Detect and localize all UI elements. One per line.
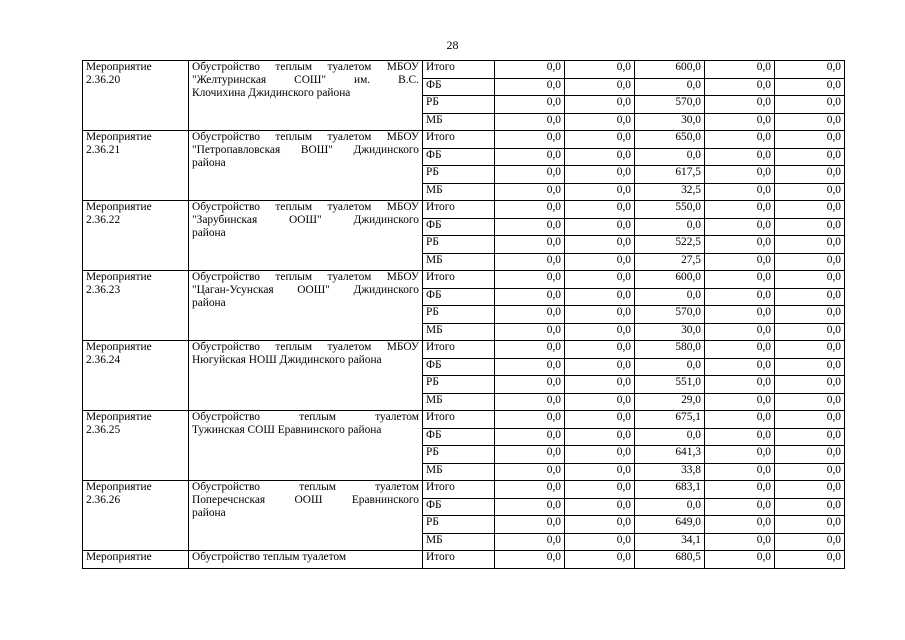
- amount-cell: 0,0: [705, 61, 775, 79]
- amount-cell: 0,0: [775, 271, 845, 289]
- amount-cell: 32,5: [635, 183, 705, 201]
- activity-description: [189, 61, 423, 131]
- amount-cell: 0,0: [495, 551, 565, 569]
- activity-cell: [83, 341, 189, 411]
- amount-cell: 29,0: [635, 393, 705, 411]
- description-line: района: [192, 227, 226, 239]
- amount-cell: 0,0: [705, 498, 775, 516]
- activity-label: Мероприятие: [86, 341, 152, 353]
- funding-source: ФБ: [423, 148, 495, 166]
- amount-cell: 0,0: [495, 516, 565, 534]
- activity-label: Мероприятие: [86, 551, 152, 563]
- funding-source: РБ: [423, 376, 495, 394]
- activity-description: [189, 271, 423, 341]
- amount-cell: 0,0: [565, 481, 635, 499]
- activity-cell: [83, 551, 189, 569]
- amount-cell: 0,0: [775, 78, 845, 96]
- activity-code: 2.36.22: [86, 214, 121, 226]
- amount-cell: 0,0: [565, 463, 635, 481]
- amount-cell: 0,0: [565, 306, 635, 324]
- funding-source: МБ: [423, 463, 495, 481]
- amount-cell: 641,3: [635, 446, 705, 464]
- description-line: Поперечснская ООШ Еравнинского: [192, 494, 419, 506]
- amount-cell: 0,0: [775, 393, 845, 411]
- amount-cell: 0,0: [495, 498, 565, 516]
- funding-source: Итого: [423, 551, 495, 569]
- table-row: [83, 481, 845, 499]
- amount-cell: 650,0: [635, 131, 705, 149]
- description-line: Обустройство теплым туалетом МБОУ: [192, 271, 419, 283]
- description-line: "Петропавловская ВОШ" Джидинского: [192, 144, 419, 156]
- description-line: района: [192, 297, 226, 309]
- amount-cell: 0,0: [565, 376, 635, 394]
- amount-cell: 0,0: [705, 446, 775, 464]
- amount-cell: 0,0: [775, 236, 845, 254]
- table-row: [83, 131, 845, 149]
- activity-cell: [83, 201, 189, 271]
- activity-label: Мероприятие: [86, 481, 152, 493]
- amount-cell: 0,0: [495, 201, 565, 219]
- table-row: [83, 341, 845, 359]
- amount-cell: 600,0: [635, 61, 705, 79]
- amount-cell: 0,0: [705, 113, 775, 131]
- amount-cell: 0,0: [495, 236, 565, 254]
- description-line: Обустройство теплым туалетом МБОУ: [192, 61, 419, 73]
- amount-cell: 0,0: [705, 201, 775, 219]
- amount-cell: 0,0: [495, 376, 565, 394]
- activity-code: 2.36.25: [86, 424, 121, 436]
- activity-label: Мероприятие: [86, 411, 152, 423]
- funding-source: МБ: [423, 323, 495, 341]
- amount-cell: 0,0: [565, 271, 635, 289]
- amount-cell: 0,0: [565, 533, 635, 551]
- funding-source: ФБ: [423, 498, 495, 516]
- activity-cell: [83, 61, 189, 131]
- amount-cell: 570,0: [635, 306, 705, 324]
- amount-cell: 0,0: [705, 253, 775, 271]
- amount-cell: 0,0: [565, 253, 635, 271]
- description-line: района: [192, 157, 226, 169]
- amount-cell: 0,0: [495, 271, 565, 289]
- amount-cell: 0,0: [775, 148, 845, 166]
- amount-cell: 0,0: [775, 463, 845, 481]
- amount-cell: 580,0: [635, 341, 705, 359]
- amount-cell: 0,0: [775, 306, 845, 324]
- activity-cell: [83, 271, 189, 341]
- amount-cell: 0,0: [635, 498, 705, 516]
- amount-cell: 0,0: [495, 113, 565, 131]
- amount-cell: 0,0: [775, 341, 845, 359]
- amount-cell: 0,0: [775, 131, 845, 149]
- amount-cell: 34,1: [635, 533, 705, 551]
- table-row: [83, 411, 845, 429]
- amount-cell: 683,1: [635, 481, 705, 499]
- activity-description: [189, 411, 423, 481]
- amount-cell: 0,0: [705, 376, 775, 394]
- amount-cell: 0,0: [775, 323, 845, 341]
- table-row: [83, 201, 845, 219]
- description-line: Клочихина Джидинского района: [192, 87, 351, 99]
- amount-cell: 0,0: [705, 516, 775, 534]
- amount-cell: 0,0: [495, 78, 565, 96]
- activity-label: Мероприятие: [86, 61, 152, 73]
- amount-cell: 27,5: [635, 253, 705, 271]
- amount-cell: 0,0: [495, 463, 565, 481]
- amount-cell: 0,0: [565, 236, 635, 254]
- amount-cell: 0,0: [775, 428, 845, 446]
- amount-cell: 0,0: [565, 148, 635, 166]
- amount-cell: 680,5: [635, 551, 705, 569]
- amount-cell: 0,0: [775, 166, 845, 184]
- description-line: Обустройство теплым туалетом МБОУ: [192, 201, 419, 213]
- amount-cell: 0,0: [565, 166, 635, 184]
- description-line: Обустройство теплым туалетом: [192, 411, 419, 423]
- funding-source: МБ: [423, 113, 495, 131]
- amount-cell: 0,0: [565, 218, 635, 236]
- amount-cell: 0,0: [495, 96, 565, 114]
- amount-cell: 0,0: [635, 358, 705, 376]
- funding-source: ФБ: [423, 218, 495, 236]
- amount-cell: 0,0: [705, 358, 775, 376]
- amount-cell: 0,0: [705, 481, 775, 499]
- funding-source: Итого: [423, 61, 495, 79]
- funding-source: МБ: [423, 533, 495, 551]
- table-row: [83, 271, 845, 289]
- amount-cell: 0,0: [705, 183, 775, 201]
- amount-cell: 0,0: [705, 271, 775, 289]
- amount-cell: 675,1: [635, 411, 705, 429]
- funding-source: Итого: [423, 131, 495, 149]
- amount-cell: 30,0: [635, 113, 705, 131]
- amount-cell: 0,0: [495, 253, 565, 271]
- funding-source: ФБ: [423, 288, 495, 306]
- description-line: Обустройство теплым туалетом МБОУ: [192, 341, 419, 353]
- activity-code: 2.36.24: [86, 354, 121, 366]
- amount-cell: 0,0: [565, 78, 635, 96]
- amount-cell: 0,0: [705, 218, 775, 236]
- funding-source: РБ: [423, 96, 495, 114]
- amount-cell: 0,0: [565, 411, 635, 429]
- amount-cell: 617,5: [635, 166, 705, 184]
- amount-cell: 0,0: [565, 96, 635, 114]
- amount-cell: 0,0: [705, 323, 775, 341]
- amount-cell: 0,0: [495, 131, 565, 149]
- amount-cell: 0,0: [705, 78, 775, 96]
- amount-cell: 0,0: [565, 131, 635, 149]
- amount-cell: 0,0: [775, 218, 845, 236]
- amount-cell: 0,0: [565, 201, 635, 219]
- amount-cell: 0,0: [565, 446, 635, 464]
- funding-source: Итого: [423, 411, 495, 429]
- amount-cell: 0,0: [775, 481, 845, 499]
- funding-source: МБ: [423, 253, 495, 271]
- activity-code: 2.36.20: [86, 74, 121, 86]
- activity-description: [189, 131, 423, 201]
- amount-cell: 0,0: [495, 393, 565, 411]
- amount-cell: 0,0: [635, 78, 705, 96]
- amount-cell: 0,0: [565, 516, 635, 534]
- funding-source: РБ: [423, 306, 495, 324]
- activity-cell: [83, 131, 189, 201]
- amount-cell: 0,0: [565, 358, 635, 376]
- activity-description: [189, 551, 423, 569]
- activity-code: 2.36.26: [86, 494, 121, 506]
- amount-cell: 0,0: [775, 358, 845, 376]
- amount-cell: 0,0: [495, 306, 565, 324]
- table-row: [83, 551, 845, 569]
- amount-cell: 0,0: [495, 288, 565, 306]
- amount-cell: 0,0: [495, 61, 565, 79]
- activity-description: [189, 481, 423, 551]
- activity-code: 2.36.23: [86, 284, 121, 296]
- funding-source: Итого: [423, 201, 495, 219]
- amount-cell: 0,0: [565, 113, 635, 131]
- amount-cell: 0,0: [565, 428, 635, 446]
- funding-source: МБ: [423, 183, 495, 201]
- amount-cell: 0,0: [705, 411, 775, 429]
- amount-cell: 0,0: [775, 61, 845, 79]
- amount-cell: 0,0: [635, 218, 705, 236]
- amount-cell: 0,0: [705, 166, 775, 184]
- amount-cell: 0,0: [705, 428, 775, 446]
- amount-cell: 33,8: [635, 463, 705, 481]
- amount-cell: 0,0: [705, 148, 775, 166]
- description-line: Обустройство теплым туалетом: [192, 551, 347, 563]
- amount-cell: 522,5: [635, 236, 705, 254]
- amount-cell: 0,0: [565, 551, 635, 569]
- description-line: "Желтуринская СОШ" им. В.С.: [192, 74, 419, 86]
- amount-cell: 0,0: [565, 323, 635, 341]
- page-number: 28: [446, 38, 459, 52]
- amount-cell: 0,0: [775, 201, 845, 219]
- amount-cell: 0,0: [495, 358, 565, 376]
- amount-cell: 0,0: [635, 428, 705, 446]
- funding-source: ФБ: [423, 358, 495, 376]
- amount-cell: 0,0: [775, 446, 845, 464]
- amount-cell: 0,0: [775, 288, 845, 306]
- amount-cell: 0,0: [565, 341, 635, 359]
- amount-cell: 0,0: [705, 288, 775, 306]
- funding-source: Итого: [423, 341, 495, 359]
- amount-cell: 30,0: [635, 323, 705, 341]
- description-line: Нюгуйская НОШ Джидинского района: [192, 354, 382, 366]
- amount-cell: 550,0: [635, 201, 705, 219]
- budget-table-body: [83, 61, 845, 569]
- activity-cell: [83, 411, 189, 481]
- description-line: Тужинская СОШ Еравнинского района: [192, 424, 382, 436]
- amount-cell: 0,0: [705, 463, 775, 481]
- amount-cell: 0,0: [775, 533, 845, 551]
- amount-cell: 0,0: [495, 533, 565, 551]
- amount-cell: 0,0: [635, 288, 705, 306]
- amount-cell: 649,0: [635, 516, 705, 534]
- funding-source: РБ: [423, 236, 495, 254]
- description-line: Обустройство теплым туалетом МБОУ: [192, 131, 419, 143]
- table-row: [83, 61, 845, 79]
- amount-cell: 0,0: [495, 428, 565, 446]
- funding-source: ФБ: [423, 428, 495, 446]
- amount-cell: 0,0: [775, 516, 845, 534]
- amount-cell: 0,0: [705, 131, 775, 149]
- amount-cell: 0,0: [495, 166, 565, 184]
- amount-cell: 0,0: [495, 218, 565, 236]
- funding-source: РБ: [423, 166, 495, 184]
- amount-cell: 0,0: [495, 411, 565, 429]
- amount-cell: 0,0: [775, 113, 845, 131]
- funding-source: РБ: [423, 516, 495, 534]
- description-line: Обустройство теплым туалетом: [192, 481, 419, 493]
- amount-cell: 0,0: [635, 148, 705, 166]
- amount-cell: 0,0: [775, 253, 845, 271]
- funding-source: Итого: [423, 481, 495, 499]
- activity-cell: [83, 481, 189, 551]
- amount-cell: 0,0: [705, 533, 775, 551]
- activity-code: 2.36.21: [86, 144, 121, 156]
- amount-cell: 0,0: [565, 183, 635, 201]
- amount-cell: 0,0: [775, 411, 845, 429]
- activity-label: Мероприятие: [86, 271, 152, 283]
- activity-label: Мероприятие: [86, 201, 152, 213]
- amount-cell: 0,0: [705, 341, 775, 359]
- amount-cell: 600,0: [635, 271, 705, 289]
- amount-cell: 570,0: [635, 96, 705, 114]
- activity-description: [189, 201, 423, 271]
- activity-label: Мероприятие: [86, 131, 152, 143]
- description-line: "Цаган-Усунская ООШ" Джидинского: [192, 284, 419, 296]
- amount-cell: 0,0: [495, 323, 565, 341]
- activity-description: [189, 341, 423, 411]
- amount-cell: 0,0: [495, 148, 565, 166]
- amount-cell: 0,0: [705, 96, 775, 114]
- amount-cell: 0,0: [705, 306, 775, 324]
- amount-cell: 0,0: [775, 183, 845, 201]
- amount-cell: 551,0: [635, 376, 705, 394]
- description-line: района: [192, 507, 226, 519]
- amount-cell: 0,0: [565, 393, 635, 411]
- amount-cell: 0,0: [565, 61, 635, 79]
- amount-cell: 0,0: [705, 393, 775, 411]
- amount-cell: 0,0: [565, 288, 635, 306]
- funding-source: ФБ: [423, 78, 495, 96]
- amount-cell: 0,0: [495, 183, 565, 201]
- amount-cell: 0,0: [775, 498, 845, 516]
- description-line: "Зарубинская ООШ" Джидинского: [192, 214, 419, 226]
- funding-source: РБ: [423, 446, 495, 464]
- amount-cell: 0,0: [775, 96, 845, 114]
- amount-cell: 0,0: [775, 551, 845, 569]
- amount-cell: 0,0: [705, 551, 775, 569]
- funding-source: Итого: [423, 271, 495, 289]
- amount-cell: 0,0: [495, 481, 565, 499]
- amount-cell: 0,0: [495, 446, 565, 464]
- amount-cell: 0,0: [705, 236, 775, 254]
- amount-cell: 0,0: [565, 498, 635, 516]
- budget-table: [82, 60, 845, 569]
- amount-cell: 0,0: [775, 376, 845, 394]
- amount-cell: 0,0: [495, 341, 565, 359]
- funding-source: МБ: [423, 393, 495, 411]
